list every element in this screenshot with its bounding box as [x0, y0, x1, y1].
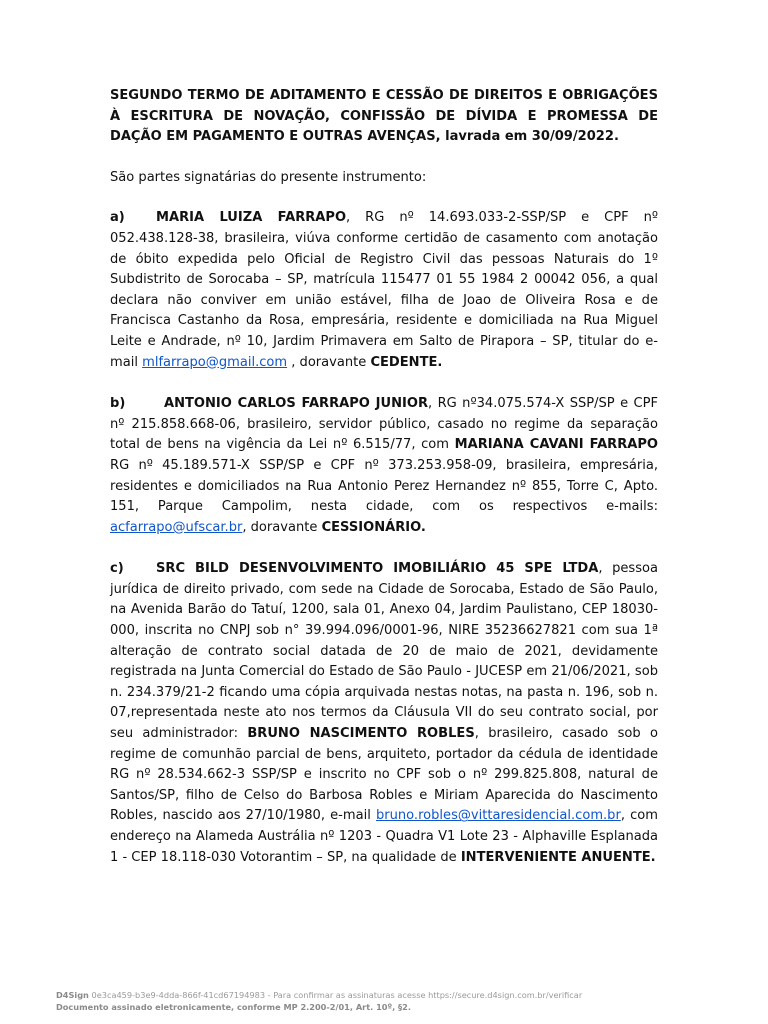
document-body [110, 86, 658, 868]
party-a-name: MARIA LUIZA FARRAPO [156, 210, 347, 226]
party-a-paragraph [110, 208, 658, 373]
signature-footer [56, 989, 582, 1013]
intro-text: São partes signatárias do presente instrumento: [110, 169, 427, 185]
footer-line-2: Documento assinado eletronicamente, conforme MP 2.200-2/01, Art. 10º, §2. [56, 1002, 411, 1012]
party-c-paragraph [110, 559, 658, 868]
party-a-email-link[interactable]: mlfarrapo@gmail.com [142, 354, 288, 370]
party-b-paragraph [110, 394, 658, 538]
footer-line-1 [56, 989, 582, 1001]
party-a-label: a) [110, 210, 125, 226]
party-b-text3: , doravante [242, 519, 322, 535]
party-b-name: ANTONIO CARLOS FARRAPO JUNIOR [164, 396, 429, 412]
d4sign-brand: D4Sign [56, 990, 89, 1000]
party-c-email-link[interactable]: bruno.robles@vittaresidencial.com.br [376, 808, 621, 824]
document-title: SEGUNDO TERMO DE ADITAMENTO E CESSÃO DE DIREITOS E OBRIGAÇÕES À ESCRITURA DE NOVAÇÃO, CONFISSÃO DE DÍVIDA E PROMESSA DE DAÇÃO EM PAGAMENTO E OUTRAS AVENÇAS, lavrada em 30/09/2022. [110, 88, 658, 145]
party-b-role: CESSIONÁRIO. [321, 519, 426, 535]
party-a-text1: , RG nº 14.693.033-2-SSP/SP e CPF nº 052.438.128-38, brasileira, viúva conforme certidão de casamento com anotação de óbito expedida pelo Oficial de Registro Civil das pessoas Naturais do 1º Subdistrito de Sorocaba – SP, matrícula 115477 01 55 1984 2 00042 056, a qual declara não conviver em união estável, filha de Joao de Oliveira Rosa e de Francisca Castanho da Rosa, empresária, residente e domiciliada na Rua Miguel Leite e Andrade, nº 10, Jardim Primavera em Salto de Pirapora – SP, titular do e-mail [110, 210, 658, 370]
party-b-email-link[interactable]: acfarrapo@ufscar.br [110, 519, 243, 535]
party-a-role: CEDENTE. [370, 354, 443, 370]
party-c-text3: , com endereço na Alameda Austrália nº 1203 - Quadra V1 Lote 23 - Alphaville Esplanada 1 - CEP 18.118-030 Votorantim – SP, na qualidade de [110, 808, 658, 865]
party-c-admin: BRUNO NASCIMENTO ROBLES [247, 726, 475, 742]
party-c-text2: , brasileiro, casado sob o regime de comunhão parcial de bens, arquiteto, portador da cédula de identidade RG nº 28.534.662-3 SSP/SP e inscrito no CPF sob o nº 299.825.808, natural de Santos/SP, filho de Celso do Barbosa Robles e Miriam Aparecida do Nascimento Robles, nascido aos 27/10/1980, e-mail [110, 726, 658, 824]
party-b-text2: RG nº 45.189.571-X SSP/SP e CPF nº 373.253.958-09, brasileira, empresária, residentes e domiciliados na Rua Antonio Perez Hernandez nº 855, Torre C, Apto. 151, Parque Campolim, nesta cidade, com os respectivos e-mails: [110, 457, 658, 515]
party-a-text2: , doravante [287, 354, 371, 370]
party-c-name: SRC BILD DESENVOLVIMENTO IMOBILIÁRIO 45 SPE LTDA [156, 561, 599, 577]
party-c-text1: , pessoa jurídica de direito privado, com sede na Cidade de Sorocaba, Estado de São Paulo, na Avenida Barão do Tatuí, 1200, sala 01, Anexo 04, Jardim Paulistano, CEP 18030-000, inscrita no CNPJ sob n° 39.994.096/0001-96, NIRE 35236627821 com sua 1ª alteração de contrato social datada de 20 de maio de 2021, devidamente registrada na Junta Comercial do Estado de São Paulo - JUCESP em 21/06/2021, sob n. 234.379/21-2 ficando uma cópia arquivada nestas notas, na pasta n. 196, sob n. 07,representada neste ato nos termos da Cláusula VII do seu contrato social, por seu administrador: [110, 561, 658, 742]
party-c-label: c) [110, 561, 124, 577]
party-c-role: INTERVENIENTE ANUENTE. [460, 849, 656, 865]
party-b-text1: , RG nº34.075.574-X SSP/SP e CPF nº 215.858.668-06, brasileiro, servidor público, casado no regime da separação total de bens na vigência da Lei nº 6.515/77, com [110, 396, 658, 453]
footer-hash-text: 0e3ca459-b3e9-4dda-866f-41cd67194983 - Para confirmar as assinaturas acesse https://secure.d4sign.com.br/verificar [88, 990, 583, 1000]
party-b-label: b) [110, 396, 126, 412]
party-b-spouse: MARIANA CAVANI FARRAPO [454, 437, 659, 453]
